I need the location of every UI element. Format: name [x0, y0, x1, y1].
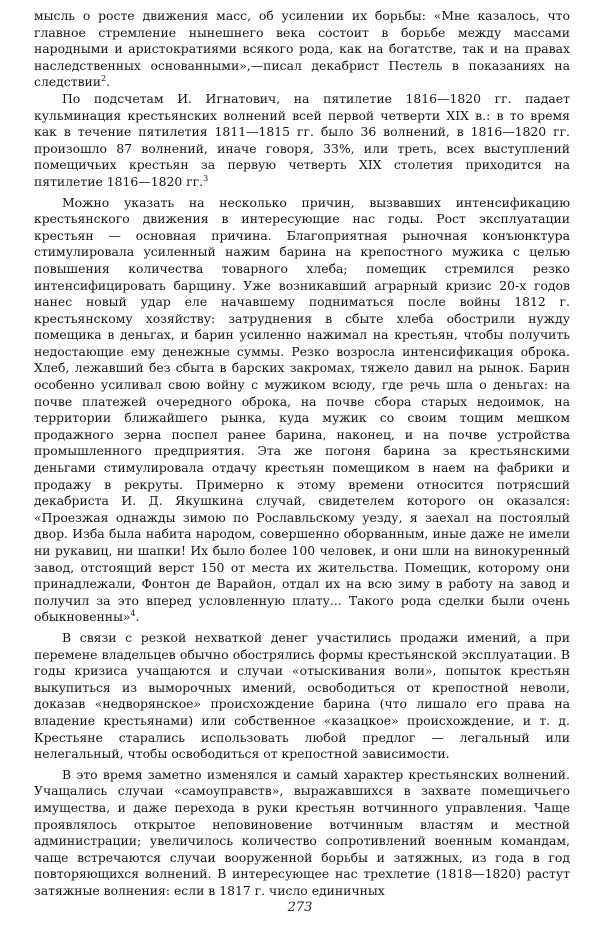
paragraph-1 [34, 8, 570, 91]
footnote-ref-3: 3 [203, 173, 209, 183]
footnote-ref-4: 4 [130, 609, 136, 619]
page-number: 273 [287, 900, 313, 915]
paragraph-3 [34, 195, 570, 626]
paragraph-4 [34, 630, 570, 763]
paragraph-5-text: В это время заметно изменялся и самый характер крестьянских волнений. Учащались случаи «самоуправств», выражавшихся в захвате помещичьего имущества, и даже перехода в руки крестьян вотчинного управления. Чаще проявлялось открытое неповиновение вотчинным властям и местной администрации; увеличилось количество сопротивлений военным командам, чаще встречаются случаи вооруженной борьбы и затяжных, из года в год повторяющихся волнений. В интересующее нас трехлетие (1818—1820) растут затяжные волнения: если в 1817 г. число единичных [34, 766, 570, 898]
footnote-ref-2: 2 [101, 74, 107, 84]
paragraph-4-text: В связи с резкой нехваткой денег участились продажи имений, а при перемене владельцев обычно обострялись формы крестьянской эксплуатации. В годы кризиса учащаются и случаи «отыскивания воли», попыток крестьян выкупиться из выморочных имений, освободиться от крепостной неволи, доказав «недворянское» происхождение барина (что лишало его права на владение крестьянами) или собственное «казацкое» происхождение, и т. д. Крестьяне старались использовать любой предлог — легальный или нелегальный, чтобы освободиться от крепостной зависимости. [34, 629, 570, 762]
paragraph-3-text: Можно указать на несколько причин, вызвавших интенсификацию крестьянского движения в интересующие нас годы. Рост эксплуатации крестьян — основная причина. Благоприятная рыночная конъюнктура стимулировала усиленный нажим барина на крепостного мужика с целью повышения количества товарного хлеба; помещик стремился резко интенсифицировать барщину. Уже возникавший аграрный кризис 20-х годов нанес новый удар еле начавшему подниматься после войны 1812 г. крестьянскому хозяйству: затруднения в сбыте хлеба обострили нужду помещика в деньгах, и барин усиленно нажимал на крестьян, чтобы получить недостающие ему денежные суммы. Резко возросла интенсификация оброка. Хлеб, лежавший без сбыта в барских закромах, тяжело давил на рынок. Барин особенно усиливал свою войну с мужиком всюду, где речь шла о деньгах: на почве платежей очередного оброка, на почве сбора старых недоимок, на территории ближайшего рынка, куда мужик со своим тощим мешком продажного зерна поспел ранее барина, наконец, и на почве устройства промышленного предприятия. Эта же погоня барина за крестьянскими деньгами стимулировала отдачу крестьян помещиком в наем на фабрики и продажу в рекруты. Примерно к этому времени относится потрясший декабриста И. Д. Якушкина случай, свидетелем которого он оказался: «Проезжая однажды зимою по Рославльскому уезду, я заехал на постоялый двор. Изба была набита народом, совершенно оборванным, иные даже не имели ни рукавиц, ни шапки! Их было более 100 человек, и они шли на винокуренный завод, отстоящий верст 150 от места их жительства. Помещик, которому они принадлежали, Фонтон де Варайон, отдал их на всю зиму в работу на завод и получил за это вперед условленную плату... Такого рода сделки были очень обыкновенны» [34, 194, 570, 625]
paragraph-2 [34, 91, 570, 191]
paragraph-1-tail: . [106, 74, 111, 90]
paragraph-3-tail: . [135, 609, 140, 625]
paragraph-5 [34, 767, 570, 900]
paragraph-1-text: мысль о росте движения масс, об усилении их борьбы: «Мне казалось, что главное стремление нынешнего века состоит в борьбе между массами народными и аристократиями всякого рода, как на богатстве, так и на правах наследственных основанными»,—писал декабрист Пестель в показаниях на следствии [34, 8, 570, 90]
paragraph-2-text: По подсчетам И. Игнатович, на пятилетие 1816—1820 гг. падает кульминация крестьянских волнений всей первой четверти XIX в.: в то время как в течение пятилетия 1811—1815 гг. было 36 волнений, в 1816—1820 гг. произошло 87 волнений, иначе говоря, 33%, или треть, всех выступлений помещичьих крестьян за первую четверть XIX столетия приходится на пятилетие 1816—1820 гг. [34, 90, 570, 189]
